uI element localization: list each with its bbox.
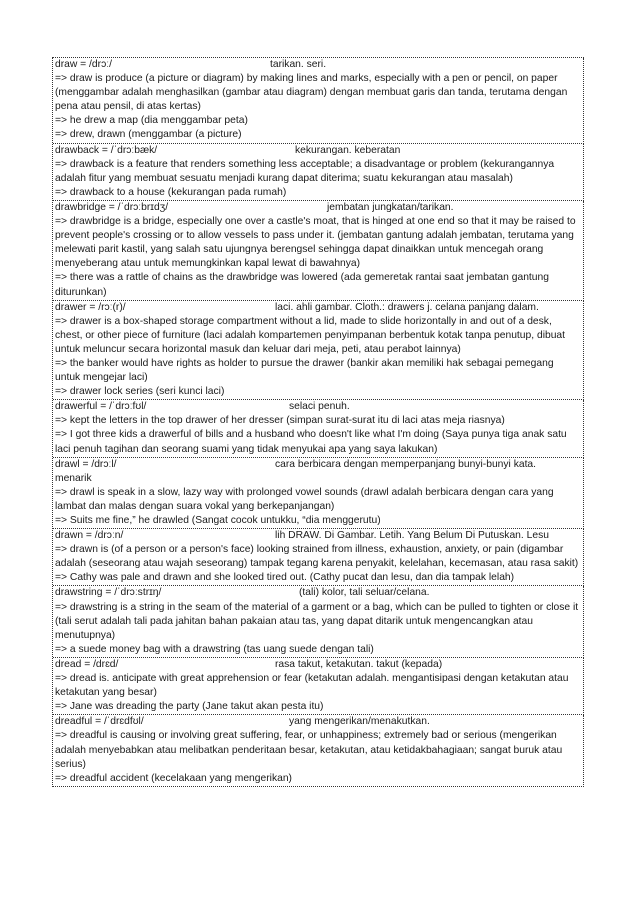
- dictionary-entry: [53, 201, 584, 301]
- entry-meaning: laci. ahli gambar. Cloth.: drawers j. celana panjang dalam.: [275, 301, 539, 313]
- entry-line: menarik: [55, 472, 92, 484]
- dictionary-entry: [53, 586, 584, 657]
- entry-line: => dreadful is causing or involving great suffering, fear, or unhappiness; extremely bad or serious (mengerikan adalah menyebabkan atau melibatkan penderitaan besar, ketakutan, atau ketidakbahagiaan; sangat buruk atau serius): [55, 730, 563, 770]
- entry-meaning: yang mengerikan/menakutkan.: [289, 716, 430, 728]
- entry-headline: [55, 58, 581, 72]
- entry-line: => drawbridge is a bridge, especially one over a castle's moat, that is hinged at one end so that it may be raised to prevent people's crossing or to allow vessels to pass under it. (jembatan gantung adalah jembatan, terutama yang melewati parit kastil, yang salah satu ujungnya berengsel sehingga dapat dinaikkan untuk mencegah orang menyeberang atau untuk memungkinkan kapal lewat di bawahnya): [55, 216, 576, 270]
- entry-headline: [55, 400, 581, 414]
- dictionary-entry: [53, 301, 584, 401]
- entry-line: => I got three kids a drawerful of bills and a husband who doesn't like what I'm doing (Saya punya tiga anak satu laci penuh tagihan dan seorang suami yang tidak menyukai apa yang saya lakukan): [55, 429, 567, 455]
- entry-line: => draw is produce (a picture or diagram) by making lines and marks, especially with a pen or pencil, on paper (menggambar adalah menghasilkan (gambar atau diagram) dengan membuat garis dan tanda, terutama dengan pena atau pensil, di atas kertas): [55, 73, 568, 113]
- entry-headline: [55, 458, 581, 472]
- dictionary-entry: [53, 144, 584, 201]
- entry-line: => dreadful accident (kecelakaan yang mengerikan): [55, 772, 292, 784]
- dictionary-entry: [53, 715, 584, 786]
- entry-line: => drawer lock series (seri kunci laci): [55, 386, 225, 398]
- entry-meaning: tarikan. seri.: [270, 59, 327, 70]
- entry-term: drawstring = /ˈdrɔːstrɪŋ/: [55, 587, 162, 599]
- entry-line: => Jane was dreading the party (Jane takut akan pesta itu): [55, 701, 324, 713]
- entry-line: => dread is. anticipate with great apprehension or fear (ketakutan adalah. mengantisipasi dengan ketakutan atau ketakutan yang besar): [55, 673, 569, 699]
- entry-meaning: kekurangan. keberatan: [295, 144, 401, 156]
- entry-term: drawback = /ˈdrɔːbæk/: [55, 144, 158, 156]
- entry-line: => drew, drawn (menggambar (a picture): [55, 129, 242, 141]
- entry-line: => kept the letters in the top drawer of her dresser (simpan surat-surat itu di laci atas meja riasnya): [55, 415, 505, 427]
- entry-headline: [55, 715, 581, 729]
- entry-line: => the banker would have rights as holder to pursue the drawer (bankir akan memiliki hak sebagai pemegang untuk mengejar laci): [55, 357, 554, 384]
- entry-line: => drawback to a house (kekurangan pada rumah): [55, 186, 287, 198]
- entry-term: draw = /drɔː/: [55, 59, 112, 70]
- entry-meaning: jembatan jungkatan/tarikan.: [327, 201, 454, 213]
- entry-term: drawn = /drɔːn/: [55, 530, 124, 542]
- dictionary-document: [52, 57, 584, 787]
- entry-line: => there was a rattle of chains as the drawbridge was lowered (ada gemeretak rantai saat jembatan gantung diturunkan): [55, 272, 549, 298]
- entry-meaning: selaci penuh.: [289, 401, 350, 413]
- entry-term: dread = /drɛd/: [55, 658, 119, 670]
- dictionary-entry: [53, 458, 584, 529]
- entry-line: => a suede money bag with a drawstring (tas uang suede dengan tali): [55, 643, 374, 655]
- entry-line: => Suits me fine,” he drawled (Sangat cocok untukku, “dia menggerutu): [55, 515, 381, 526]
- dictionary-entry: [53, 58, 584, 144]
- entry-line: => Cathy was pale and drawn and she looked tired out. (Cathy pucat dan lesu, dan dia tampak lelah): [55, 572, 515, 584]
- entry-meaning: (tali) kolor, tali seluar/celana.: [299, 587, 430, 599]
- entry-term: drawl = /drɔːl/: [55, 458, 117, 470]
- dictionary-entry: [53, 658, 584, 715]
- entry-term: drawbridge = /ˈdrɔːbrɪdʒ/: [55, 201, 169, 213]
- entry-headline: [55, 529, 581, 543]
- entry-line: => drawer is a box-shaped storage compartment without a lid, made to slide horizontally in and out of a desk, chest, or other piece of furniture (laci adalah kompartemen penyimpanan berbentuk kotak tanpa penutup, dibuat untuk meluncur secara horizontal masuk dan keluar dari meja, peti, atau perabot lainnya): [55, 315, 566, 355]
- entry-headline: [55, 658, 581, 672]
- entry-line: => he drew a map (dia menggambar peta): [55, 115, 248, 127]
- entry-term: drawerful = /ˈdrɔːfʊl/: [55, 401, 147, 413]
- entry-term: drawer = /rɔː(r)/: [55, 301, 126, 313]
- entry-line: => drawback is a feature that renders something less acceptable; a disadvantage or problem (kekurangannya adalah fitur yang membuat sesuatu menjadi kurang dapat diterima; suatu kekurangan atau masalah): [55, 158, 555, 184]
- entry-meaning: cara berbicara dengan memperpanjang bunyi-bunyi kata.: [275, 458, 537, 470]
- entry-line: => drawl is speak in a slow, lazy way with prolonged vowel sounds (drawl adalah berbicara dengan cara yang lambat dan malas dengan suara vokal yang berkepanjangan): [55, 486, 554, 512]
- entry-meaning: rasa takut, ketakutan. takut (kepada): [275, 658, 443, 670]
- entry-term: dreadful = /ˈdrɛdfʊl/: [55, 716, 144, 728]
- entry-meaning: lih DRAW. Di Gambar. Letih. Yang Belum Di Putuskan. Lesu: [275, 530, 549, 542]
- entry-headline: [55, 201, 581, 215]
- dictionary-entry: [53, 529, 584, 586]
- entry-line: => drawn is (of a person or a person's face) looking strained from illness, exhaustion, anxiety, or pain (digambar adalah (seseorang atau wajah seseorang) tampak tegang karena penyakit, kelelahan, kecemasan, atau rasa sakit): [55, 544, 579, 570]
- entry-headline: [55, 586, 581, 600]
- entry-headline: [55, 144, 581, 158]
- dictionary-entry: [53, 400, 584, 457]
- entry-headline: [55, 301, 581, 315]
- entry-line: => drawstring is a string in the seam of the material of a garment or a bag, which can be pulled to tighten or close it (tali serut adalah tali pada jahitan bahan pakaian atau tas, yang dapat ditarik untuk mengencangkan atau menutupnya): [55, 601, 579, 641]
